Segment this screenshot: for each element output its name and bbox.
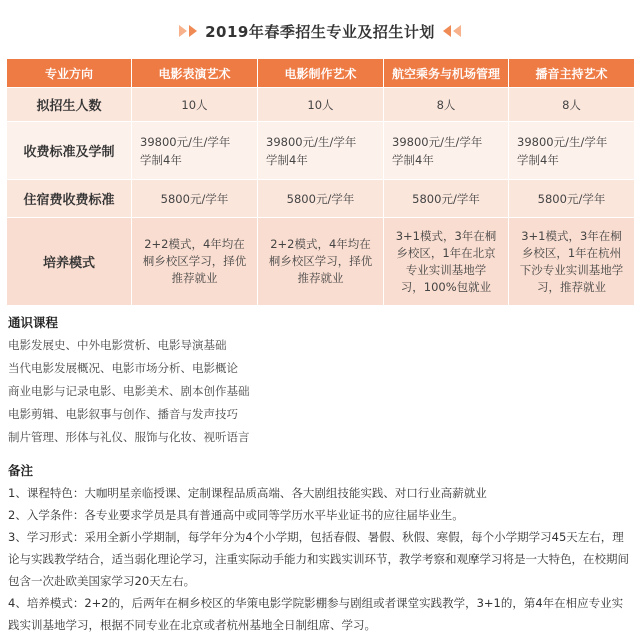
table-cell: 39800元/生/学年 学制4年: [132, 122, 258, 180]
table-cell: 5800元/学年: [509, 180, 635, 218]
table-cell: 2+2模式，4年均在 桐乡校区学习，择优 推荐就业: [132, 218, 258, 306]
table-row: [7, 88, 635, 122]
table-cell: 8人: [384, 88, 509, 122]
course-line: 当代电影发展概况、电影市场分析、电影概论: [8, 361, 238, 375]
row-label: 拟招生人数: [7, 88, 132, 122]
note-line: 3、学习形式：采用全新小学期制，每学年分为4个小学期，包括春假、暑假、秋假、寒假，每个小学期学习45天左右，理论与实践教学结合，适当弱化理论学习，注重实际动手能力和实践实训环节，教学考察和观摩学习将是一大特色，在校期间包含一次赴欧美国家学习20天左右。: [8, 530, 629, 588]
right-arrows-icon: [443, 25, 461, 37]
enrollment-plan-table: [6, 58, 635, 306]
note-line: 1、课程特色：大咖明星亲临授课、定制课程品质高端、各大剧组技能实践、对口行业高薪就业: [8, 486, 487, 500]
header-cell: 专业方向: [7, 59, 132, 88]
courses-section: [8, 312, 634, 449]
notes-section: [8, 460, 634, 636]
courses-title: 通识课程: [8, 315, 59, 330]
row-label: 收费标准及学制: [7, 122, 132, 180]
header-cell: 航空乘务与机场管理: [384, 59, 509, 88]
table-cell: 3+1模式，3年在桐 乡校区，1年在北京 专业实训基地学 习，100%包就业: [384, 218, 509, 306]
row-label: 培养模式: [7, 218, 132, 306]
notes-title: 备注: [8, 463, 34, 478]
table-row: [7, 180, 635, 218]
table-row: [7, 218, 635, 306]
table-cell: 3+1模式，3年在桐 乡校区，1年在杭州 下沙专业实训基地学 习，推荐就业: [509, 218, 635, 306]
header-cell: 电影表演艺术: [132, 59, 258, 88]
course-line: 电影剪辑、电影叙事与创作、播音与发声技巧: [8, 407, 238, 421]
course-line: 电影发展史、中外电影赏析、电影导演基础: [8, 338, 227, 352]
row-label: 住宿费收费标准: [7, 180, 132, 218]
table-cell: 5800元/学年: [258, 180, 384, 218]
table-cell: 10人: [132, 88, 258, 122]
header-cell: 电影制作艺术: [258, 59, 384, 88]
table-cell: 39800元/生/学年 学制4年: [384, 122, 509, 180]
table-cell: 39800元/生/学年 学制4年: [258, 122, 384, 180]
note-line: 2、入学条件：各专业要求学员是具有普通高中或同等学历水平毕业证书的应往届毕业生。: [8, 508, 464, 522]
table-cell: 5800元/学年: [132, 180, 258, 218]
table-cell: 8人: [509, 88, 635, 122]
table-cell: 39800元/生/学年 学制4年: [509, 122, 635, 180]
table-cell: 5800元/学年: [384, 180, 509, 218]
table-row: [7, 122, 635, 180]
page-title: 2019年春季招生专业及招生计划: [205, 22, 435, 41]
left-arrows-icon: [179, 25, 197, 37]
course-line: 制片管理、形体与礼仪、服饰与化妆、视听语言: [8, 430, 250, 444]
course-line: 商业电影与记录电影、电影美术、剧本创作基础: [8, 384, 250, 398]
title-row: [0, 18, 640, 44]
table-cell: 2+2模式，4年均在 桐乡校区学习，择优 推荐就业: [258, 218, 384, 306]
table-header-row: [7, 59, 635, 88]
header-cell: 播音主持艺术: [509, 59, 635, 88]
table-cell: 10人: [258, 88, 384, 122]
note-line: 4、培养模式：2+2的，后两年在桐乡校区的华策电影学院影棚参与剧组或者课堂实践教学，3+1的，第4年在相应专业实践实训基地学习，根据不同专业在北京或者杭州基地全日制组席、学习。: [8, 596, 624, 632]
